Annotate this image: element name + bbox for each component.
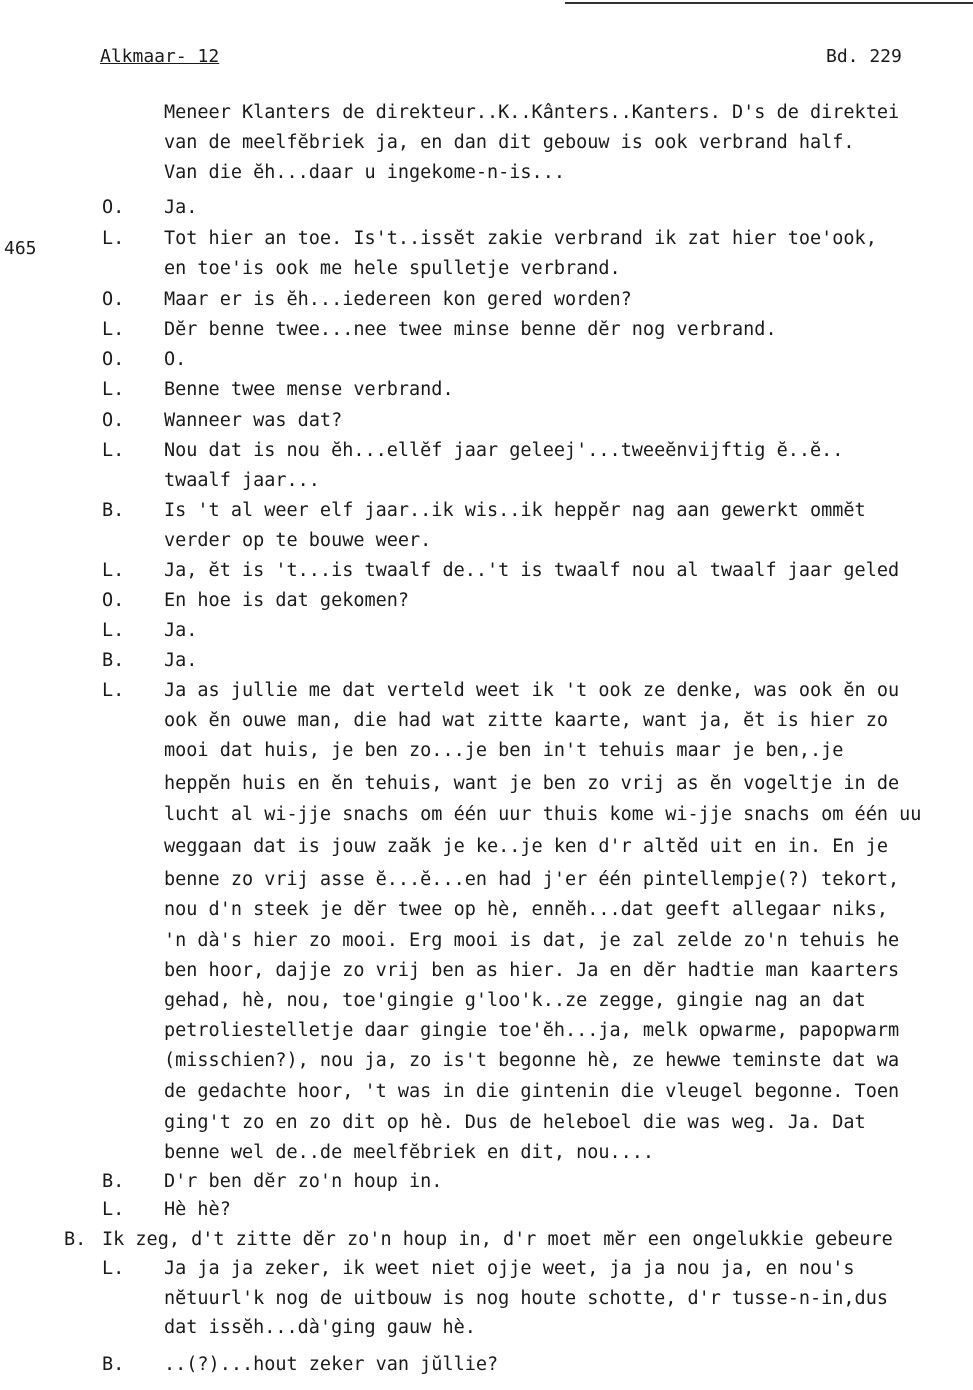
speaker-label: O. (102, 590, 125, 611)
transcript-line (0, 1256, 973, 1282)
utterance-text: nĕtuurl'k nog de uitbouw is nog houte schotte, d'r tusse-n-in,dus (164, 1288, 888, 1309)
transcript-line (0, 1227, 973, 1253)
transcript-line (0, 618, 973, 644)
margin-line-number: 465 (4, 238, 37, 259)
speaker-label: L. (102, 1199, 125, 1220)
transcript-line (0, 287, 973, 313)
speaker-label: O. (102, 349, 125, 370)
utterance-text: Nou dat is nou ĕh...ellĕf jaar geleej'...tweeĕnvijftig ĕ..ĕ.. (164, 440, 844, 461)
utterance-text: verder op te bouwe weer. (164, 530, 432, 551)
transcript-line (0, 1169, 973, 1195)
utterance-text: Tot hier an toe. Is't..issĕt zakie verbrand ik zat hier toe'ook, (164, 228, 877, 249)
utterance-text: Van die ĕh...daar u ingekome-n-is... (164, 162, 565, 183)
utterance-text: ging't zo en zo dit op hè. Dus de heleboel die was weg. Ja. Dat (164, 1112, 866, 1133)
utterance-text: petroliestelletje daar gingie toe'ĕh...ja, melk opwarme, papopwarm (164, 1020, 900, 1041)
utterance-text: 'n dà's hier zo mooi. Erg mooi is dat, je zal zelde zo'n tehuis he (164, 930, 900, 951)
utterance-text: O. (164, 349, 187, 370)
transcript-line (0, 1110, 973, 1136)
transcript-line (0, 498, 973, 524)
speaker-label: L. (102, 680, 125, 701)
utterance-text: Ik zeg, d't zitte dĕr zo'n houp in, d'r moet mĕr een ongelukkie gebeure (102, 1229, 893, 1250)
transcript-line (0, 771, 973, 797)
speaker-label: L. (102, 1258, 125, 1279)
transcript-line (0, 958, 973, 984)
transcript-line (0, 377, 973, 403)
utterance-text: Benne twee mense verbrand. (164, 379, 454, 400)
utterance-text: Ja ja ja zeker, ik weet niet ojje weet, ja ja nou ja, en nou's (164, 1258, 855, 1279)
transcript-line (0, 195, 973, 221)
speaker-label: B. (102, 1354, 125, 1375)
transcript-line (0, 738, 973, 764)
utterance-text: lucht al wi-jje snachs om één uur thuis kome wi-jje snachs om één uu (164, 804, 922, 825)
utterance-text: Hè hè? (164, 1199, 231, 1220)
page-header-location: Alkmaar- 12 (100, 46, 220, 67)
transcript-line (0, 438, 973, 464)
speaker-label: L. (102, 620, 125, 641)
utterance-text: gehad, hè, nou, toe'gingie g'loo'k..ze zegge, gingie nag an dat (164, 990, 866, 1011)
speaker-label: B. (102, 1171, 125, 1192)
utterance-text: ben hoor, dajje zo vrij ben as hier. Ja en dĕr hadtie man kaarters (164, 960, 900, 981)
transcript-line (0, 1140, 973, 1166)
utterance-text: Ja as jullie me dat verteld weet ik 't ook ze denke, was ook ĕn ou (164, 680, 900, 701)
speaker-label: B. (64, 1229, 87, 1250)
utterance-text: Meneer Klanters de direkteur..K..Kânters..Kanters. D's de direktei (164, 102, 900, 123)
transcript-line (0, 988, 973, 1014)
transcript-line (0, 468, 973, 494)
transcript-line (0, 100, 973, 126)
utterance-text: Maar er is ĕh...iedereen kon gered worden? (164, 289, 632, 310)
transcript-line (0, 588, 973, 614)
utterance-text: nou d'n steek je dĕr twee op hè, ennĕh...dat geeft allegaar niks, (164, 899, 888, 920)
speaker-label: L. (102, 319, 125, 340)
speaker-label: O. (102, 289, 125, 310)
transcript-line (0, 226, 973, 252)
utterance-text: Wanneer was dat? (164, 410, 343, 431)
transcript-line (0, 408, 973, 434)
speaker-label: L. (102, 440, 125, 461)
utterance-text: benne wel de..de meelfĕbriek en dit, nou.... (164, 1142, 655, 1163)
transcript-line (0, 130, 973, 156)
transcript-line (0, 897, 973, 923)
transcript-line (0, 802, 973, 828)
transcript-line (0, 1197, 973, 1223)
utterance-text: Dĕr benne twee...nee twee minse benne dĕr nog verbrand. (164, 319, 777, 340)
transcript-line (0, 1048, 973, 1074)
transcript-line (0, 834, 973, 860)
utterance-text: En hoe is dat gekomen? (164, 590, 410, 611)
utterance-text: Ja. (164, 650, 198, 671)
speaker-label: B. (102, 650, 125, 671)
transcript-line (0, 317, 973, 343)
utterance-text: de gedachte hoor, 't was in die gintenin die vleugel begonne. Toen (164, 1081, 900, 1102)
utterance-text: heppĕn huis en ĕn tehuis, want je ben zo vrij as ĕn vogeltje in de (164, 773, 900, 794)
transcript-line (0, 1018, 973, 1044)
transcript-line (0, 648, 973, 674)
utterance-text: Ja, ĕt is 't...is twaalf de..'t is twaalf nou al twaalf jaar geled (164, 560, 900, 581)
transcript-line (0, 708, 973, 734)
speaker-label: L. (102, 379, 125, 400)
utterance-text: dat issĕh...dà'ging gauw hè. (164, 1317, 476, 1338)
utterance-text: twaalf jaar... (164, 470, 320, 491)
transcript-line (0, 528, 973, 554)
speaker-label: O. (102, 410, 125, 431)
transcript-line (0, 558, 973, 584)
transcript-line (0, 1315, 973, 1341)
utterance-text: (misschien?), nou ja, zo is't begonne hè, ze hewwe teminste dat wa (164, 1050, 900, 1071)
utterance-text: ook ĕn ouwe man, die had wat zitte kaarte, want ja, ĕt is hier zo (164, 710, 888, 731)
utterance-text: Ja. (164, 620, 198, 641)
utterance-text: Ja. (164, 197, 198, 218)
utterance-text: weggaan dat is jouw zaăk je ke..je ken d'r altĕd uit en in. En je (164, 836, 888, 857)
utterance-text: benne zo vrij asse ĕ...ĕ...en had j'er één pintellempje(?) tekort, (164, 869, 900, 890)
utterance-text: ..(?)...hout zeker van jŭllie? (164, 1354, 499, 1375)
transcript-line (0, 1079, 973, 1105)
utterance-text: en toe'is ook me hele spulletje verbrand. (164, 258, 621, 279)
transcript-line (0, 678, 973, 704)
utterance-text: Is 't al weer elf jaar..ik wis..ik heppĕr nag aan gewerkt ommĕt (164, 500, 866, 521)
speaker-label: L. (102, 560, 125, 581)
utterance-text: D'r ben dĕr zo'n houp in. (164, 1171, 443, 1192)
page-header-volume: Bd. 229 (826, 46, 902, 67)
utterance-text: mooi dat huis, je ben zo...je ben in't tehuis maar je ben,.je (164, 740, 844, 761)
speaker-label: L. (102, 228, 125, 249)
speaker-label: O. (102, 197, 125, 218)
transcript-line (0, 347, 973, 373)
transcript-line (0, 928, 973, 954)
transcript-line (0, 160, 973, 186)
transcript-line (0, 1352, 973, 1378)
transcript-line (0, 256, 973, 282)
utterance-text: van de meelfĕbriek ja, en dan dit gebouw is ook verbrand half. (164, 132, 855, 153)
speaker-label: B. (102, 500, 125, 521)
transcript-line (0, 867, 973, 893)
transcript-line (0, 1286, 973, 1312)
